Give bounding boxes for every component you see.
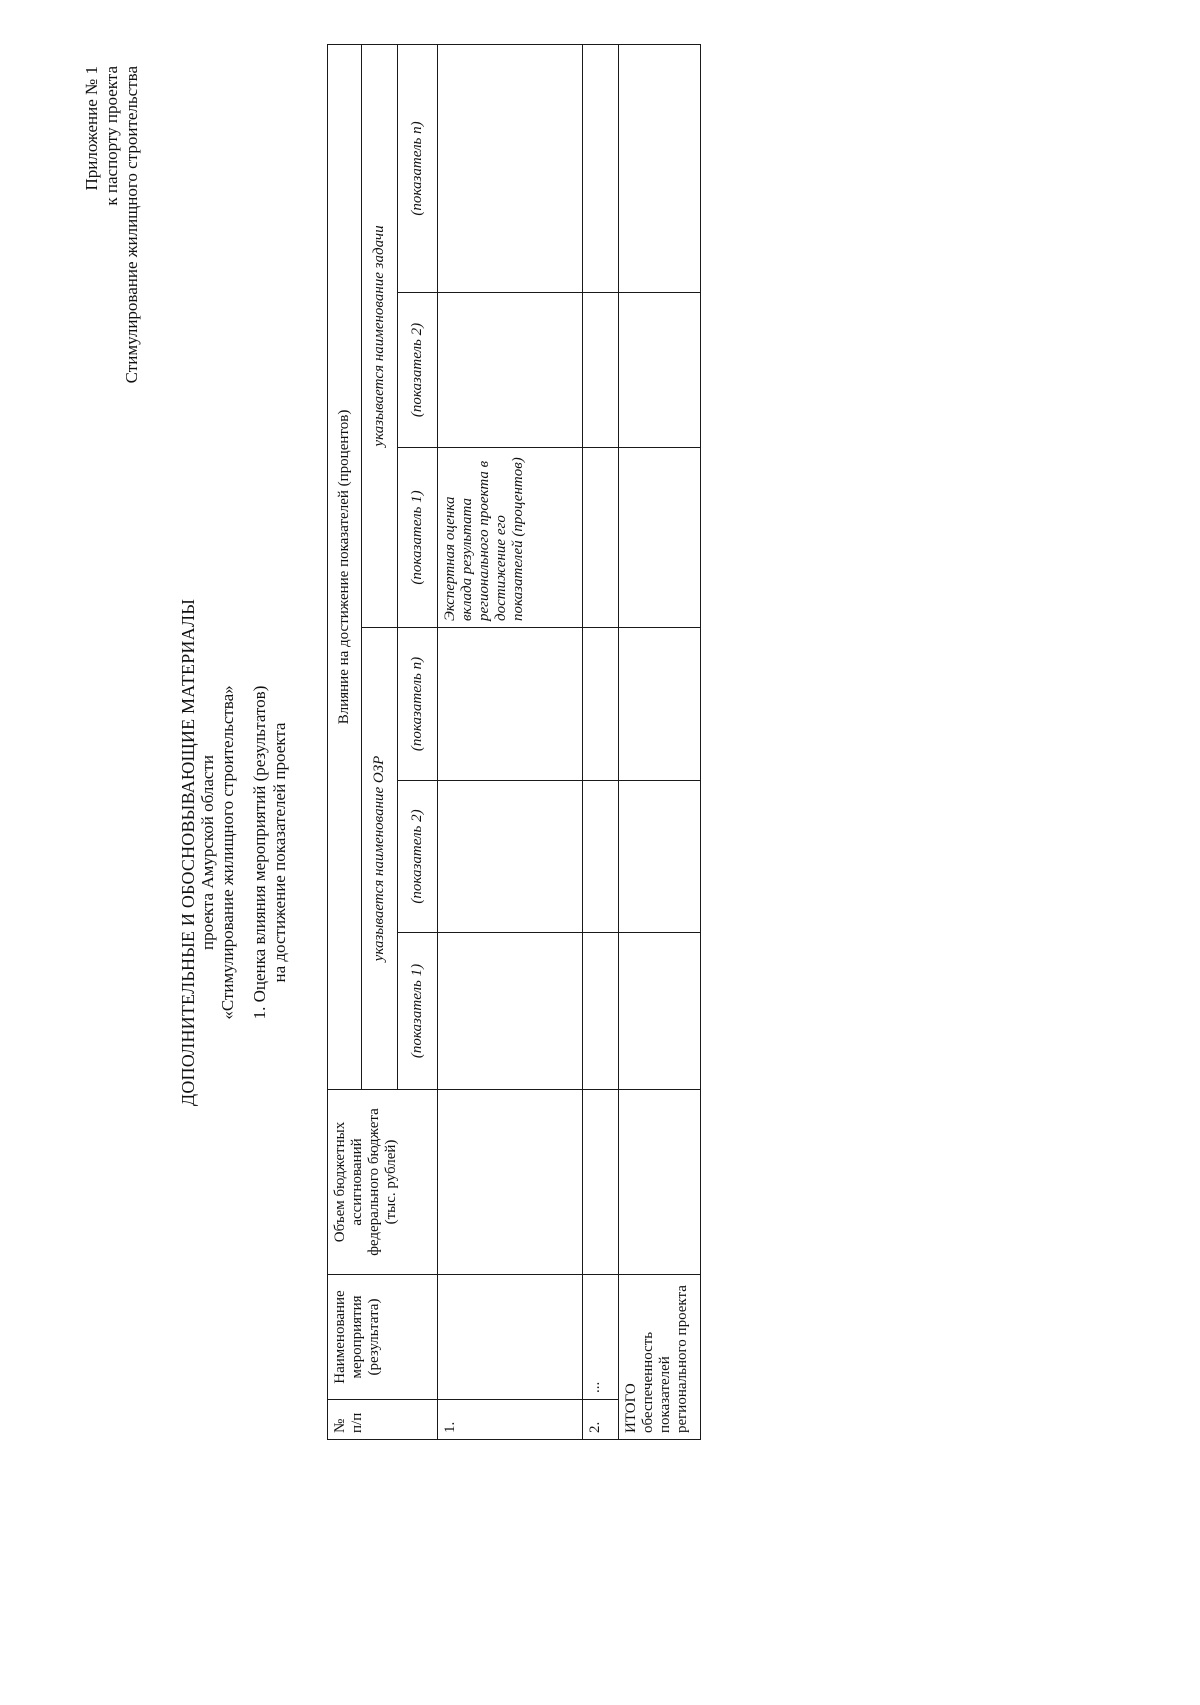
row-1-ozr-ind-n bbox=[438, 628, 583, 781]
section-line-1: 1. Оценка влияния мероприятий (результатов) bbox=[250, 685, 269, 1020]
row-2-cell bbox=[583, 293, 619, 448]
header-task-indicator-n: (показатель n) bbox=[398, 44, 438, 292]
total-budget bbox=[619, 1090, 701, 1275]
row-2-name: ... bbox=[583, 1275, 619, 1400]
header-group-ozr: указывается наименование ОЗР bbox=[362, 628, 398, 1090]
row-1-expert-note: Экспертная оценка вклада результата регионального проекта в достижение его показателей (процентов) bbox=[438, 448, 583, 628]
row-1-budget bbox=[438, 1090, 583, 1275]
header-ozr-indicator-1: (показатель 1) bbox=[398, 933, 438, 1090]
influence-table bbox=[327, 44, 701, 1440]
total-cell bbox=[619, 44, 701, 292]
appendix-line-1: Приложение № 1 bbox=[82, 66, 101, 191]
row-2-number: 2. bbox=[583, 1400, 619, 1440]
row-2-cell bbox=[583, 448, 619, 628]
title-line-3: «Стимулирование жилищного строительства» bbox=[218, 685, 237, 1020]
appendix-line-2: к паспорту проекта bbox=[102, 66, 121, 206]
total-cell bbox=[619, 781, 701, 933]
row-1-ozr-ind-2 bbox=[438, 781, 583, 933]
header-number: № п/п bbox=[328, 1400, 438, 1440]
total-row bbox=[619, 44, 701, 1439]
appendix-line-3: Стимулирование жилищного строительства bbox=[122, 66, 141, 384]
header-influence: Влияние на достижение показателей (процентов) bbox=[328, 44, 362, 1089]
header-ozr-indicator-2: (показатель 2) bbox=[398, 781, 438, 933]
total-label: ИТОГО обеспеченность показателей регионального проекта bbox=[619, 1275, 701, 1440]
row-1-name bbox=[438, 1275, 583, 1400]
total-cell bbox=[619, 628, 701, 781]
appendix-note bbox=[82, 66, 142, 383]
row-2-cell bbox=[583, 628, 619, 781]
section-line-2: на достижение показателей проекта bbox=[270, 722, 289, 983]
header-activity-name: Наименование мероприятия (результата) bbox=[328, 1275, 438, 1400]
row-1-ozr-ind-1 bbox=[438, 933, 583, 1090]
title-main: ДОПОЛНИТЕЛЬНЫЕ И ОБОСНОВЫВАЮЩИЕ МАТЕРИАЛЫ bbox=[178, 598, 198, 1107]
document-title bbox=[178, 0, 238, 1705]
header-task-indicator-1: (показатель 1) bbox=[398, 448, 438, 628]
header-task-indicator-2: (показатель 2) bbox=[398, 293, 438, 448]
row-1-task-ind-2 bbox=[438, 293, 583, 448]
title-line-2: проекта Амурской области bbox=[198, 755, 217, 950]
table-row bbox=[583, 44, 619, 1439]
row-1-task-ind-n bbox=[438, 44, 583, 292]
total-cell bbox=[619, 293, 701, 448]
total-cell bbox=[619, 933, 701, 1090]
row-2-cell bbox=[583, 933, 619, 1090]
total-cell bbox=[619, 448, 701, 628]
row-2-budget bbox=[583, 1090, 619, 1275]
header-ozr-indicator-n: (показатель n) bbox=[398, 628, 438, 781]
section-heading bbox=[250, 0, 290, 1705]
header-row-1 bbox=[328, 44, 362, 1439]
table-row bbox=[438, 44, 583, 1439]
row-2-cell bbox=[583, 781, 619, 933]
header-budget: Объем бюджетных ассигнований федерального бюджета (тыс. рублей) bbox=[328, 1090, 438, 1275]
header-group-task: указывается наименование задачи bbox=[362, 44, 398, 627]
row-1-number: 1. bbox=[438, 1400, 583, 1440]
row-2-cell bbox=[583, 44, 619, 292]
